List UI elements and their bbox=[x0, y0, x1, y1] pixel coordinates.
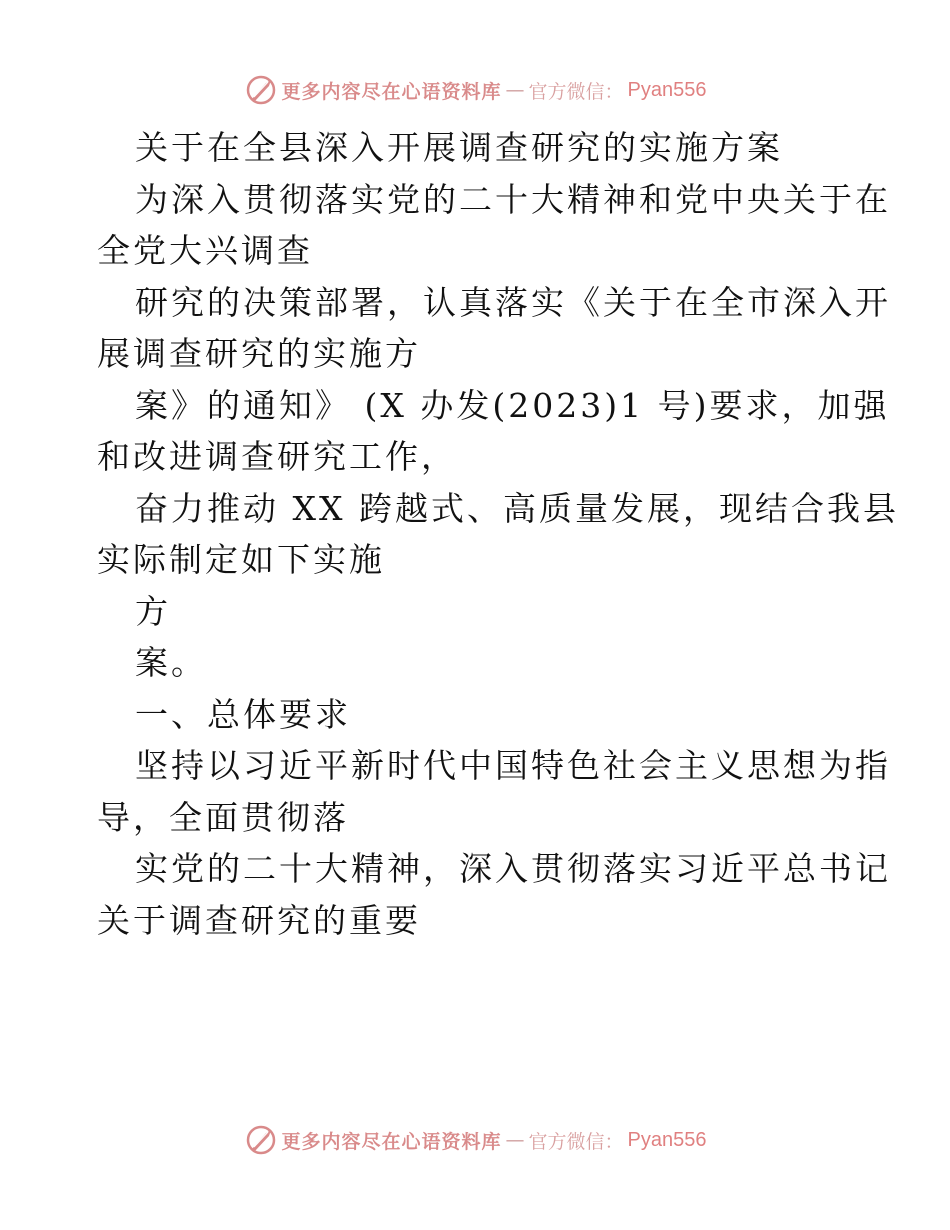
document-line: 研究的决策部署，认真落实《关于在全市深入开 bbox=[135, 282, 891, 322]
document-line: 为深入贯彻落实党的二十大精神和党中央关于在 bbox=[135, 179, 891, 219]
watermark-dash: — bbox=[505, 1129, 525, 1151]
document-line: 和改进调查研究工作， bbox=[97, 437, 457, 476]
document-line: 全党大兴调查 bbox=[97, 231, 313, 270]
document-line: 展调查研究的实施方 bbox=[97, 334, 421, 373]
document-line: 案》的通知》 (X 办发(2023)1 号)要求，加强 bbox=[135, 385, 890, 425]
watermark-contact-label: 官方微信： bbox=[528, 1130, 624, 1153]
document-line: 实党的二十大精神，深入贯彻落实习近平总书记 bbox=[135, 849, 891, 888]
watermark-contact-id: Pyan556 bbox=[627, 78, 707, 101]
document-body bbox=[97, 122, 899, 946]
document-line: 一、总体要求 bbox=[135, 694, 351, 734]
document-line: 坚持以习近平新时代中国特色社会主义思想为指 bbox=[135, 746, 891, 785]
document-line: 奋力推动 XX 跨越式、高质量发展，现结合我县 bbox=[135, 488, 899, 528]
footer-watermark bbox=[0, 1120, 950, 1160]
watermark-contact-id: Pyan556 bbox=[627, 1128, 707, 1151]
quill-pen-logo-icon bbox=[244, 1123, 278, 1157]
document-line: 导，全面贯彻落 bbox=[97, 797, 349, 837]
document-line: 方 bbox=[135, 591, 171, 631]
document-line: 关于在全县深入开展调查研究的实施方案 bbox=[135, 128, 783, 167]
document-line: 实际制定如下实施 bbox=[97, 540, 385, 579]
quill-pen-logo-icon bbox=[244, 73, 278, 107]
document-line: 关于调查研究的重要 bbox=[97, 900, 421, 940]
document-line: 案。 bbox=[135, 643, 207, 682]
watermark-brand: 更多内容尽在心语资料库 bbox=[281, 80, 502, 103]
watermark-brand: 更多内容尽在心语资料库 bbox=[281, 1130, 502, 1153]
watermark-dash: — bbox=[505, 79, 525, 101]
watermark-contact-label: 官方微信： bbox=[528, 80, 624, 103]
header-watermark bbox=[0, 70, 950, 110]
